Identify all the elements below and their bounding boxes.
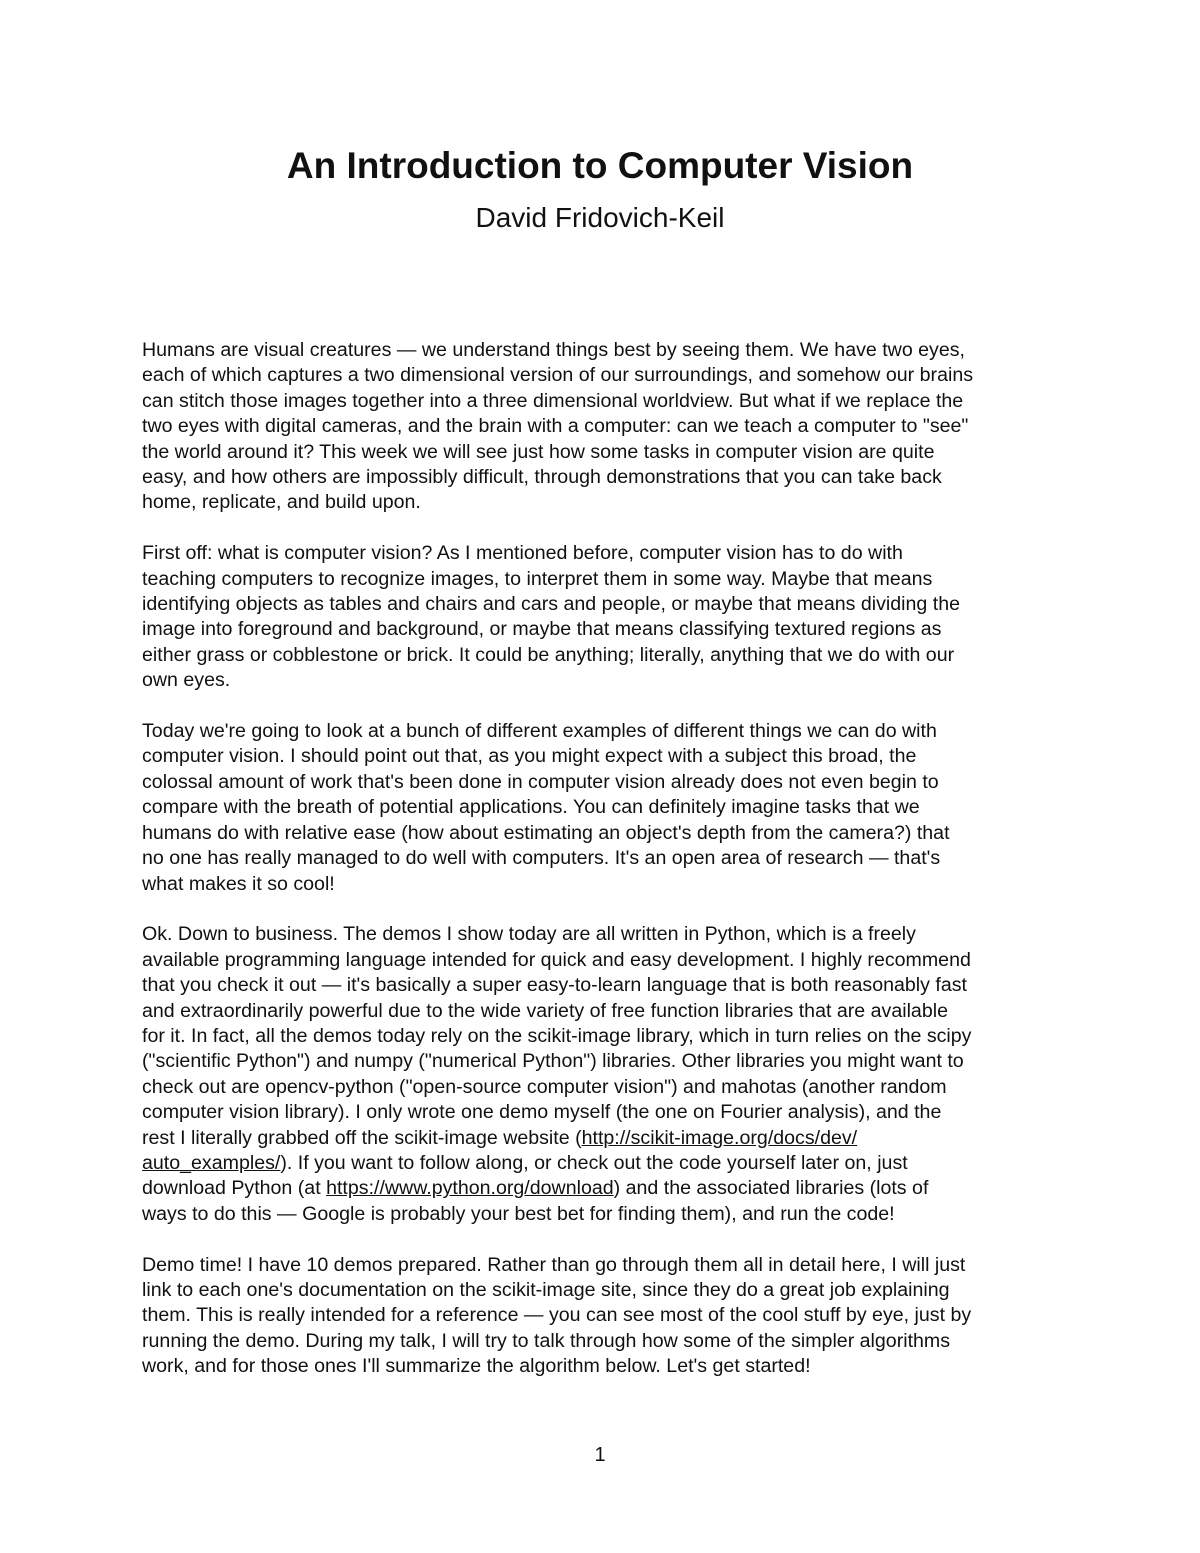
- paragraph-today: [142, 719, 1060, 897]
- text-line-with-link: [142, 1176, 1060, 1201]
- text-line: own eyes.: [142, 669, 231, 692]
- text-line: Today we're going to look at a bunch of different examples of different things we can do with: [142, 720, 937, 743]
- text-line: check out are opencv-python ("open-source computer vision") and mahotas (another random: [142, 1075, 947, 1098]
- text-line: computer vision library). I only wrote one demo myself (the one on Fourier analysis), and the: [142, 1101, 942, 1124]
- text-fragment: download Python (at: [142, 1177, 327, 1200]
- paragraph-demo-time: [142, 1253, 1060, 1380]
- scikit-image-examples-link-part1[interactable]: http://scikit-image.org/docs/dev/: [581, 1126, 858, 1149]
- text-line: each of which captures a two dimensional version of our surroundings, and somehow our brains: [142, 364, 974, 387]
- text-line: the world around it? This week we will see just how some tasks in computer vision are quite: [142, 440, 935, 463]
- document-body: [142, 338, 1060, 1405]
- text-line: link to each one's documentation on the scikit-image site, since they do a great job explaining: [142, 1278, 950, 1301]
- text-line: ways to do this — Google is probably your best bet for finding them), and run the code!: [142, 1202, 895, 1225]
- text-line: can stitch those images together into a three dimensional worldview. But what if we replace the: [142, 389, 964, 412]
- page-number: 1: [594, 1444, 606, 1466]
- text-line: easy, and how others are impossibly difficult, through demonstrations that you can take back: [142, 466, 942, 489]
- text-line: either grass or cobblestone or brick. It could be anything; literally, anything that we do with our: [142, 643, 955, 666]
- text-line: compare with the breath of potential applications. You can definitely imagine tasks that we: [142, 796, 920, 819]
- text-line: Demo time! I have 10 demos prepared. Rather than go through them all in detail here, I will just: [142, 1253, 966, 1276]
- text-line: work, and for those ones I'll summarize the algorithm below. Let's get started!: [142, 1355, 811, 1378]
- text-line: no one has really managed to do well with computers. It's an open area of research — that's: [142, 847, 941, 870]
- text-fragment: ). If you want to follow along, or check out the code yourself later on, just: [280, 1151, 908, 1174]
- text-line: home, replicate, and build upon.: [142, 491, 421, 514]
- text-line: image into foreground and background, or maybe that means classifying textured regions as: [142, 618, 942, 641]
- text-line: them. This is really intended for a reference — you can see most of the cool stuff by eye, just by: [142, 1304, 972, 1327]
- text-line: ("scientific Python") and numpy ("numerical Python") libraries. Other libraries you might want to: [142, 1050, 964, 1073]
- text-line: that you check it out — it's basically a super easy-to-learn language that is both reasonably fast: [142, 974, 967, 997]
- text-line: identifying objects as tables and chairs and cars and people, or maybe that means dividing the: [142, 593, 960, 616]
- text-line: First off: what is computer vision? As I mentioned before, computer vision has to do with: [142, 542, 903, 565]
- text-line: teaching computers to recognize images, to interpret them in some way. Maybe that means: [142, 567, 933, 590]
- text-line: and extraordinarily powerful due to the wide variety of free function libraries that are available: [142, 999, 948, 1022]
- text-line: colossal amount of work that's been done in computer vision already does not even begin to: [142, 770, 939, 793]
- scikit-image-examples-link-part2[interactable]: auto_examples/: [142, 1151, 281, 1174]
- document-title: An Introduction to Computer Vision: [286, 145, 914, 186]
- text-line: what makes it so cool!: [142, 872, 335, 895]
- text-line: for it. In fact, all the demos today rely on the scikit-image library, which in turn relies on the scipy: [142, 1024, 972, 1047]
- text-line-with-link: [142, 1126, 1060, 1151]
- text-fragment: rest I literally grabbed off the scikit-image website (: [142, 1126, 582, 1149]
- paragraph-business: [142, 922, 1060, 1227]
- text-line: two eyes with digital cameras, and the brain with a computer: can we teach a computer to "see": [142, 415, 969, 438]
- text-line: Ok. Down to business. The demos I show today are all written in Python, which is a freely: [142, 923, 916, 946]
- python-download-link[interactable]: https://www.python.org/download: [326, 1177, 614, 1200]
- text-line-with-link: [142, 1151, 1060, 1176]
- document-author: David Fridovich-Keil: [475, 202, 725, 233]
- text-line: available programming language intended for quick and easy development. I highly recommend: [142, 948, 971, 971]
- text-fragment: ) and the associated libraries (lots of: [613, 1177, 929, 1200]
- text-line: Humans are visual creatures — we understand things best by seeing them. We have two eyes,: [142, 339, 965, 361]
- paragraph-what-is-cv: [142, 541, 1060, 693]
- text-line: running the demo. During my talk, I will try to talk through how some of the simpler algorithms: [142, 1329, 951, 1352]
- text-line: humans do with relative ease (how about estimating an object's depth from the camera?) that: [142, 821, 950, 844]
- text-line: computer vision. I should point out that, as you might expect with a subject this broad, the: [142, 745, 917, 768]
- paragraph-intro: [142, 338, 1060, 516]
